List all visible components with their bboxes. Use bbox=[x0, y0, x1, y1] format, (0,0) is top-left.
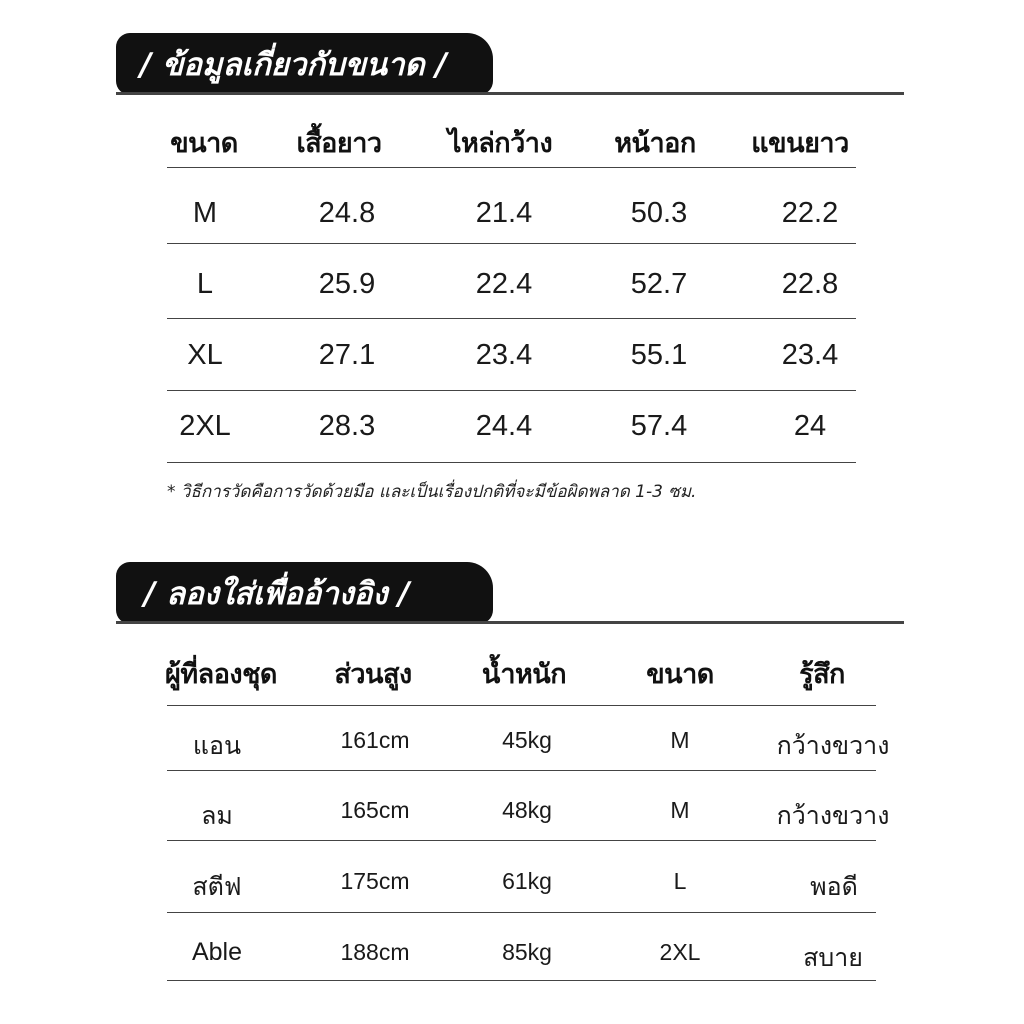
length-cell: 28.3 bbox=[318, 410, 376, 442]
chest-cell: 55.1 bbox=[630, 339, 688, 371]
weight-cell: 45kg bbox=[502, 727, 552, 753]
model-cell: สตีฟ bbox=[192, 873, 242, 901]
model-cell: Able bbox=[191, 938, 243, 966]
row-divider bbox=[167, 390, 856, 391]
row-divider bbox=[167, 912, 876, 913]
sleeve-cell: 24 bbox=[793, 410, 827, 442]
row-divider bbox=[167, 770, 876, 771]
chest-cell: 50.3 bbox=[630, 197, 688, 229]
weight-cell: 48kg bbox=[502, 797, 552, 823]
size-cell: 2XL bbox=[659, 939, 701, 965]
height-cell: 165cm bbox=[340, 797, 410, 823]
tryon-header-height: ส่วนสูง bbox=[334, 659, 412, 690]
sleeve-cell: 22.2 bbox=[781, 197, 839, 229]
size-cell: 2XL bbox=[179, 410, 231, 442]
measurement-note: * วิธีการวัดคือการวัดด้วยมือ และเป็นเรื่องปกติที่จะมีข้อผิดพลาด 1-3 ซม. bbox=[167, 482, 697, 502]
length-cell: 24.8 bbox=[318, 197, 376, 229]
size-header-size: ขนาด bbox=[170, 128, 238, 159]
tryon-header-feel: รู้สึก bbox=[799, 659, 845, 690]
sleeve-cell: 22.8 bbox=[781, 268, 839, 300]
tryon-header-model: ผู้ที่ลองชุด bbox=[165, 659, 277, 690]
size-header-chest: หน้าอก bbox=[614, 128, 696, 159]
shoulder-cell: 21.4 bbox=[475, 197, 533, 229]
model-cell: แอน bbox=[192, 732, 242, 760]
weight-cell: 61kg bbox=[502, 868, 552, 894]
row-divider bbox=[167, 318, 856, 319]
row-divider bbox=[167, 243, 856, 244]
feel-cell: สบาย bbox=[803, 944, 863, 972]
shoulder-cell: 23.4 bbox=[475, 339, 533, 371]
length-cell: 27.1 bbox=[318, 339, 376, 371]
chest-cell: 57.4 bbox=[630, 410, 688, 442]
feel-cell: พอดี bbox=[810, 873, 858, 901]
shoulder-cell: 22.4 bbox=[475, 268, 533, 300]
row-divider bbox=[167, 980, 876, 981]
height-cell: 175cm bbox=[340, 868, 410, 894]
tryon-header-rule bbox=[167, 705, 876, 706]
weight-cell: 85kg bbox=[502, 939, 552, 965]
shoulder-cell: 24.4 bbox=[475, 410, 533, 442]
row-divider bbox=[167, 462, 856, 463]
height-cell: 161cm bbox=[340, 727, 410, 753]
size-cell: L bbox=[673, 868, 687, 894]
tryon-section-line bbox=[116, 621, 904, 624]
sleeve-cell: 23.4 bbox=[781, 339, 839, 371]
size-section-title: / ข้อมูลเกี่ยวกับขนาด / bbox=[116, 33, 493, 95]
height-cell: 188cm bbox=[340, 939, 410, 965]
model-cell: ลม bbox=[201, 802, 233, 830]
tryon-header-size: ขนาด bbox=[646, 659, 714, 690]
chest-cell: 52.7 bbox=[630, 268, 688, 300]
size-cell: M bbox=[670, 727, 690, 753]
feel-cell: กว้างขวาง bbox=[776, 732, 890, 760]
row-divider bbox=[167, 840, 876, 841]
size-section-line bbox=[116, 92, 904, 95]
tryon-section-title: / ลองใส่เพื่ออ้างอิง / bbox=[116, 562, 493, 624]
length-cell: 25.9 bbox=[318, 268, 376, 300]
size-cell: XL bbox=[187, 339, 223, 371]
size-cell: L bbox=[196, 268, 214, 300]
size-cell: M bbox=[670, 797, 690, 823]
size-header-length: เสื้อยาว bbox=[296, 128, 382, 159]
feel-cell: กว้างขวาง bbox=[776, 802, 890, 830]
size-header-shoulder: ไหล่กว้าง bbox=[447, 128, 553, 159]
size-cell: M bbox=[192, 197, 218, 229]
size-header-sleeve: แขนยาว bbox=[751, 128, 849, 159]
size-header-rule bbox=[167, 167, 856, 168]
tryon-header-weight: น้ำหนัก bbox=[481, 659, 567, 690]
